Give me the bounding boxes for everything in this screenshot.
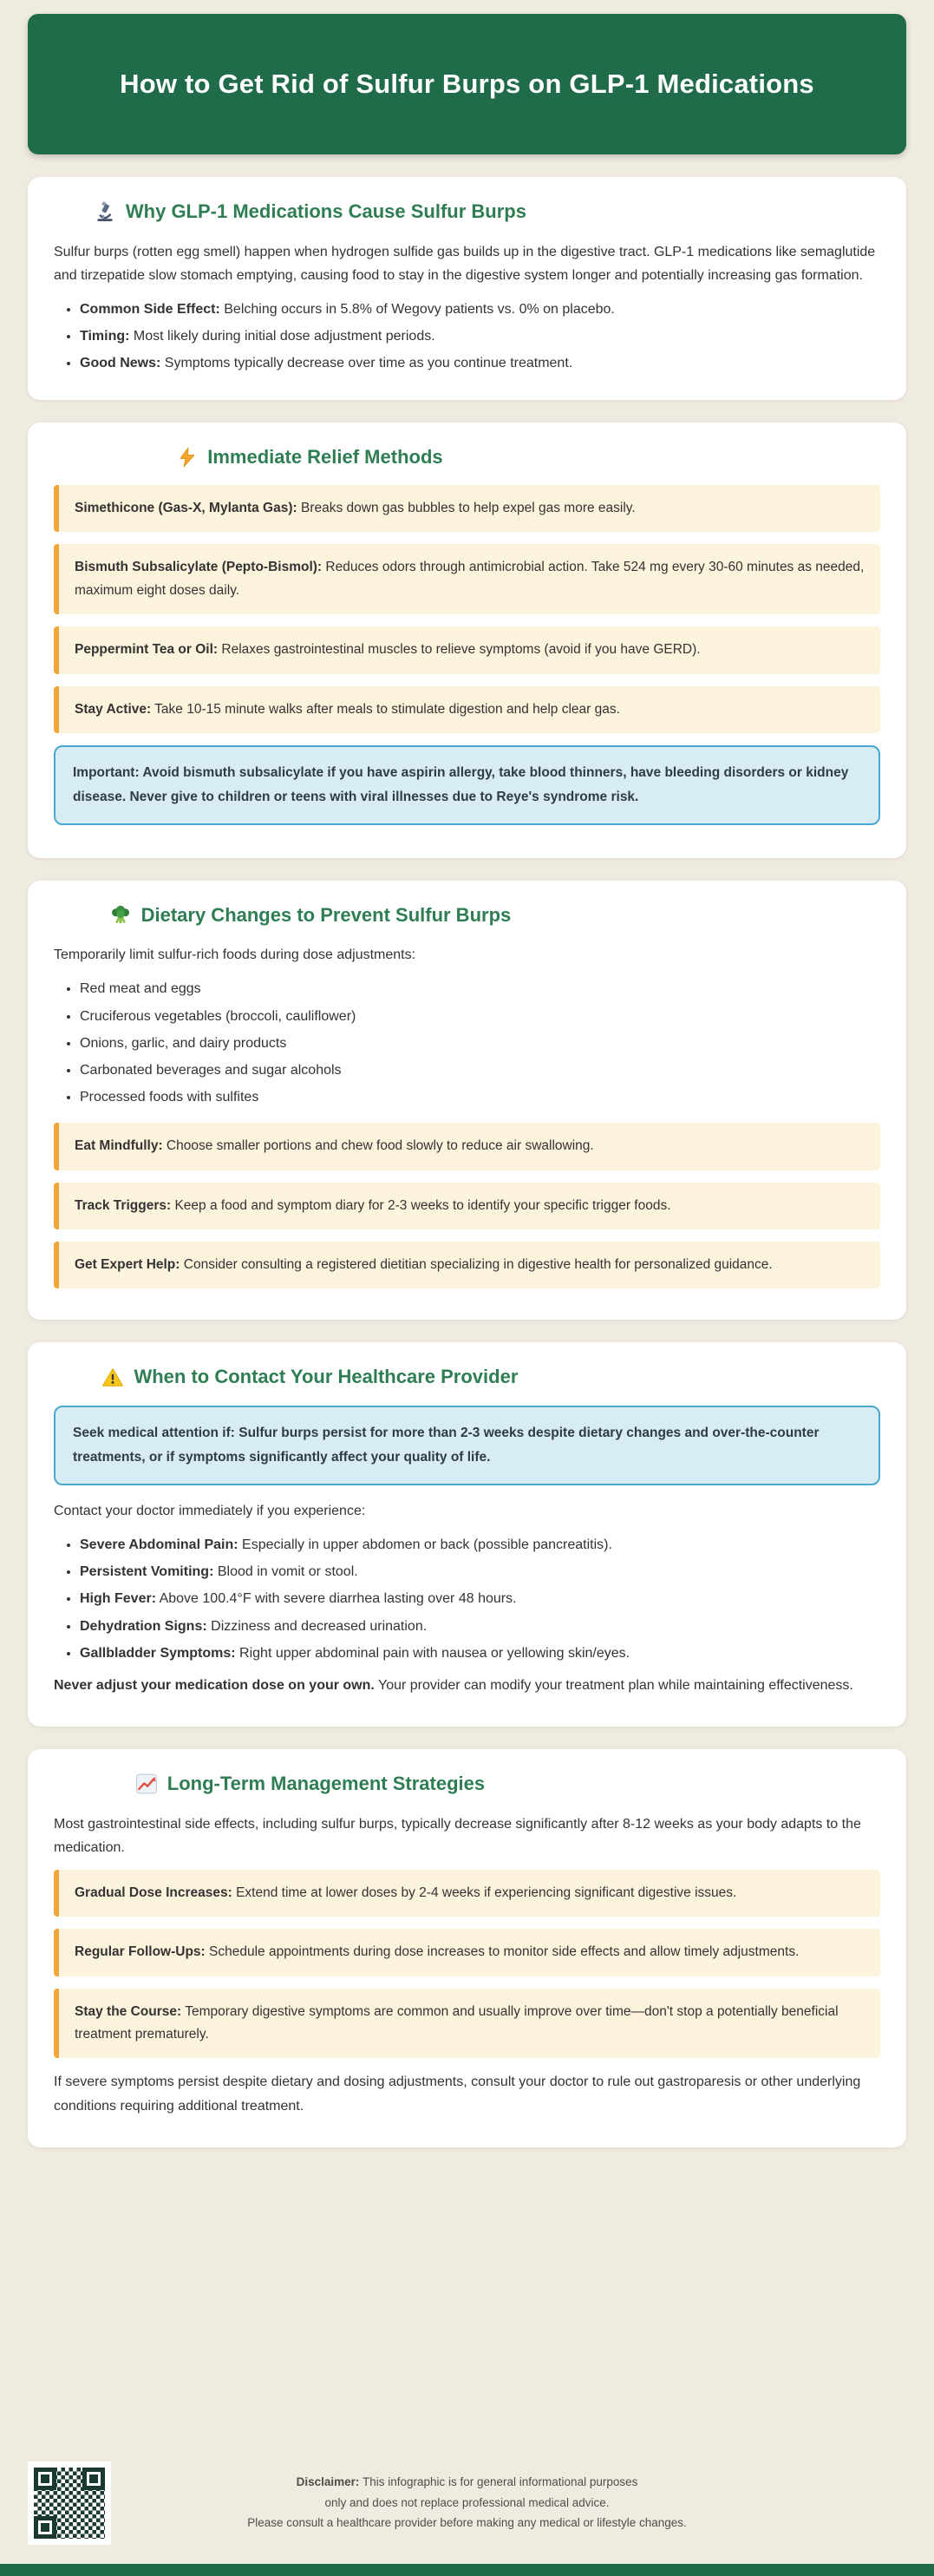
list-item: • Cruciferous vegetables (broccoli, cauliflower) [80,1005,880,1028]
item-text: Blood in vomit or stool. [213,1564,358,1580]
tip-text: Keep a food and symptom diary for 2-3 weeks to identify your specific trigger foods. [171,1197,671,1213]
tip-text: Consider consulting a registered dietitian specializing in digestive health for personalized guidance. [180,1257,773,1273]
list-item [80,351,880,375]
diet-intro: Temporarily limit sulfur-rich foods during dose adjustments: [54,947,416,963]
item-text: Especially in upper abdomen or back (possible pancreatitis). [238,1537,612,1552]
list-item [80,1560,880,1583]
item-label: Persistent Vomiting: [80,1564,214,1580]
section-diet [28,881,906,1321]
item-label: Dehydration Signs: [80,1618,207,1634]
section-heading-text: Why GLP-1 Medications Cause Sulfur Burps [125,200,526,222]
disclaimer-line [199,2472,736,2493]
section-heading-text: Dietary Changes to Prevent Sulfur Burps [140,903,512,926]
item-text: Right upper abdominal pain with nausea or yellowing skin/eyes. [235,1645,630,1661]
tip-box [54,1989,880,2059]
note-label: Important: [73,764,140,780]
section-why [28,177,906,400]
symptom-list [80,1533,880,1665]
tip-box [54,1123,880,1170]
tip-label: Gradual Dose Increases: [75,1885,232,1901]
provider-intro: Contact your doctor immediately if you experience: [54,1503,366,1518]
item-text: Above 100.4°F with severe diarrhea lasting over 48 hours. [156,1591,517,1607]
tip-box [54,485,880,532]
disclaimer-text: This infographic is for general informational purposes [359,2475,638,2488]
microscope-icon [94,200,116,223]
medical-attention-note [54,1406,880,1485]
item-label: High Fever: [80,1591,157,1607]
list-item: • Onions, garlic, and dairy products [80,1032,880,1055]
note-text: Avoid bismuth subsalicylate if you have aspirin allergy, take blood thinners, have bleeding disorders or kidney disease. Never give to children or teens with viral illnesses due to Reye's syndrome risk. [73,764,849,804]
tip-label: Stay the Course: [75,2003,182,2019]
tip-label: Simethicone (Gas-X, Mylanta Gas): [75,501,297,516]
list-item [80,324,880,348]
section-longterm [28,1749,906,2147]
section-relief-heading [54,445,566,470]
item-text: Symptoms typically decrease over time as you continue treatment. [160,356,573,371]
header-banner [28,14,906,154]
disclaimer [199,2460,736,2533]
tip-label: Peppermint Tea or Oil: [75,642,219,658]
tip-label: Track Triggers: [75,1197,172,1213]
tip-box [54,1870,880,1917]
item-text: Dizziness and decreased urination. [206,1618,428,1634]
section-diet-heading [54,903,566,928]
item-text: Most likely during initial dose adjustment periods. [129,329,435,344]
tip-text: Extend time at lower doses by 2-4 weeks if experiencing significant digestive issues. [232,1885,737,1901]
tip-label: Bismuth Subsalicylate (Pepto-Bismol): [75,560,323,575]
tip-box [54,1183,880,1229]
section-why-heading [54,200,566,225]
item-label: Good News: [80,356,161,371]
page-title: How to Get Rid of Sulfur Burps on GLP-1 Medications [120,69,814,100]
chart-increasing-icon [135,1773,158,1795]
tip-text: Schedule appointments during dose increases to monitor side effects and allow timely adjustments. [205,1944,800,1960]
food-list [80,977,880,1109]
section-longterm-heading [54,1772,566,1797]
disclaimer-text: only and does not replace professional medical advice. [324,2495,610,2509]
disclaimer-label: Disclaimer: [296,2475,360,2488]
list-item [80,1615,880,1638]
lightning-icon [177,447,198,468]
provider-outro [54,1674,880,1697]
list-item: • Processed foods with sulfites [80,1085,880,1109]
warning-icon [101,1367,124,1389]
why-intro: Sulfur burps (rotten egg smell) happen when hydrogen sulfide gas builds up in the digestive tract. GLP-1 medications like semaglutide and tirzepatide slow stomach emptying, causing food to stay in the digestive system longer and potentially increasing gas formation. [54,244,876,283]
disclaimer-line [199,2493,736,2514]
tip-label: Eat Mindfully: [75,1138,163,1154]
qr-finder-top-left [34,2468,56,2490]
tip-box [54,1929,880,1976]
tip-text: Relaxes gastrointestinal muscles to relieve symptoms (avoid if you have GERD). [218,642,701,658]
list-item [80,1642,880,1665]
item-label: Common Side Effect: [80,301,220,317]
tip-text: Breaks down gas bubbles to help expel gas more easily. [297,501,636,516]
disclaimer-text: Please consult a healthcare provider before making any medical or lifestyle changes. [247,2516,687,2530]
item-label: Gallbladder Symptoms: [80,1645,236,1661]
tip-box [54,626,880,673]
tip-box [54,686,880,733]
tip-label: Stay Active: [75,701,152,717]
section-provider-heading [54,1365,566,1390]
qr-code [28,2461,111,2545]
section-heading-text: When to Contact Your Healthcare Provider [134,1366,519,1388]
section-provider [28,1342,906,1727]
item-label: Severe Abdominal Pain: [80,1537,238,1552]
list-item [80,1533,880,1557]
qr-finder-top-right [82,2468,105,2490]
section-relief [28,423,906,858]
tip-text: Choose smaller portions and chew food slowly to reduce air swallowing. [162,1138,594,1154]
broccoli-icon [109,904,132,927]
why-bullet-list [80,298,880,376]
section-heading-text: Long-Term Management Strategies [167,1773,486,1795]
important-note [54,745,880,825]
qr-finder-bottom-left [34,2516,56,2539]
outro-label: Never adjust your medication dose on your own. [54,1677,375,1693]
list-item: • Carbonated beverages and sugar alcohols [80,1059,880,1082]
item-text: Belching occurs in 5.8% of Wegovy patients vs. 0% on placebo. [219,301,615,317]
section-heading-text: Immediate Relief Methods [207,445,443,468]
tip-box [54,1242,880,1288]
tip-text: Reduces odors through antimicrobial action. Take 524 mg every 30-60 minutes as needed, maximum eight doses daily. [75,560,865,598]
footer [28,2434,906,2564]
longterm-outro: If severe symptoms persist despite dietary and dosing adjustments, consult your doctor to rule out gastroparesis or other underlying conditions requiring additional treatment. [54,2075,861,2114]
note-label: Seek medical attention if: [73,1425,235,1440]
outro-text: Your provider can modify your treatment plan while maintaining effectiveness. [374,1677,853,1693]
longterm-intro: Most gastrointestinal side effects, including sulfur burps, typically decrease significantly after 8-12 weeks as your body adapts to the medication. [54,1816,861,1855]
tip-label: Get Expert Help: [75,1257,180,1273]
note-text: Sulfur burps persist for more than 2-3 weeks despite dietary changes and over-the-counter treatments, or if symptoms significantly affect your quality of life. [73,1425,820,1465]
tip-text: Take 10-15 minute walks after meals to stimulate digestion and help clear gas. [151,701,620,717]
tip-label: Regular Follow-Ups: [75,1944,206,1960]
item-label: Timing: [80,329,130,344]
list-item [80,1587,880,1610]
disclaimer-line [199,2513,736,2533]
tip-text: Temporary digestive symptoms are common and usually improve over time—don't stop a potentially beneficial treatment prematurely. [75,2003,839,2042]
list-item: • Red meat and eggs [80,977,880,1000]
tip-box [54,544,880,614]
list-item [80,298,880,321]
footer-bar [0,2564,934,2576]
